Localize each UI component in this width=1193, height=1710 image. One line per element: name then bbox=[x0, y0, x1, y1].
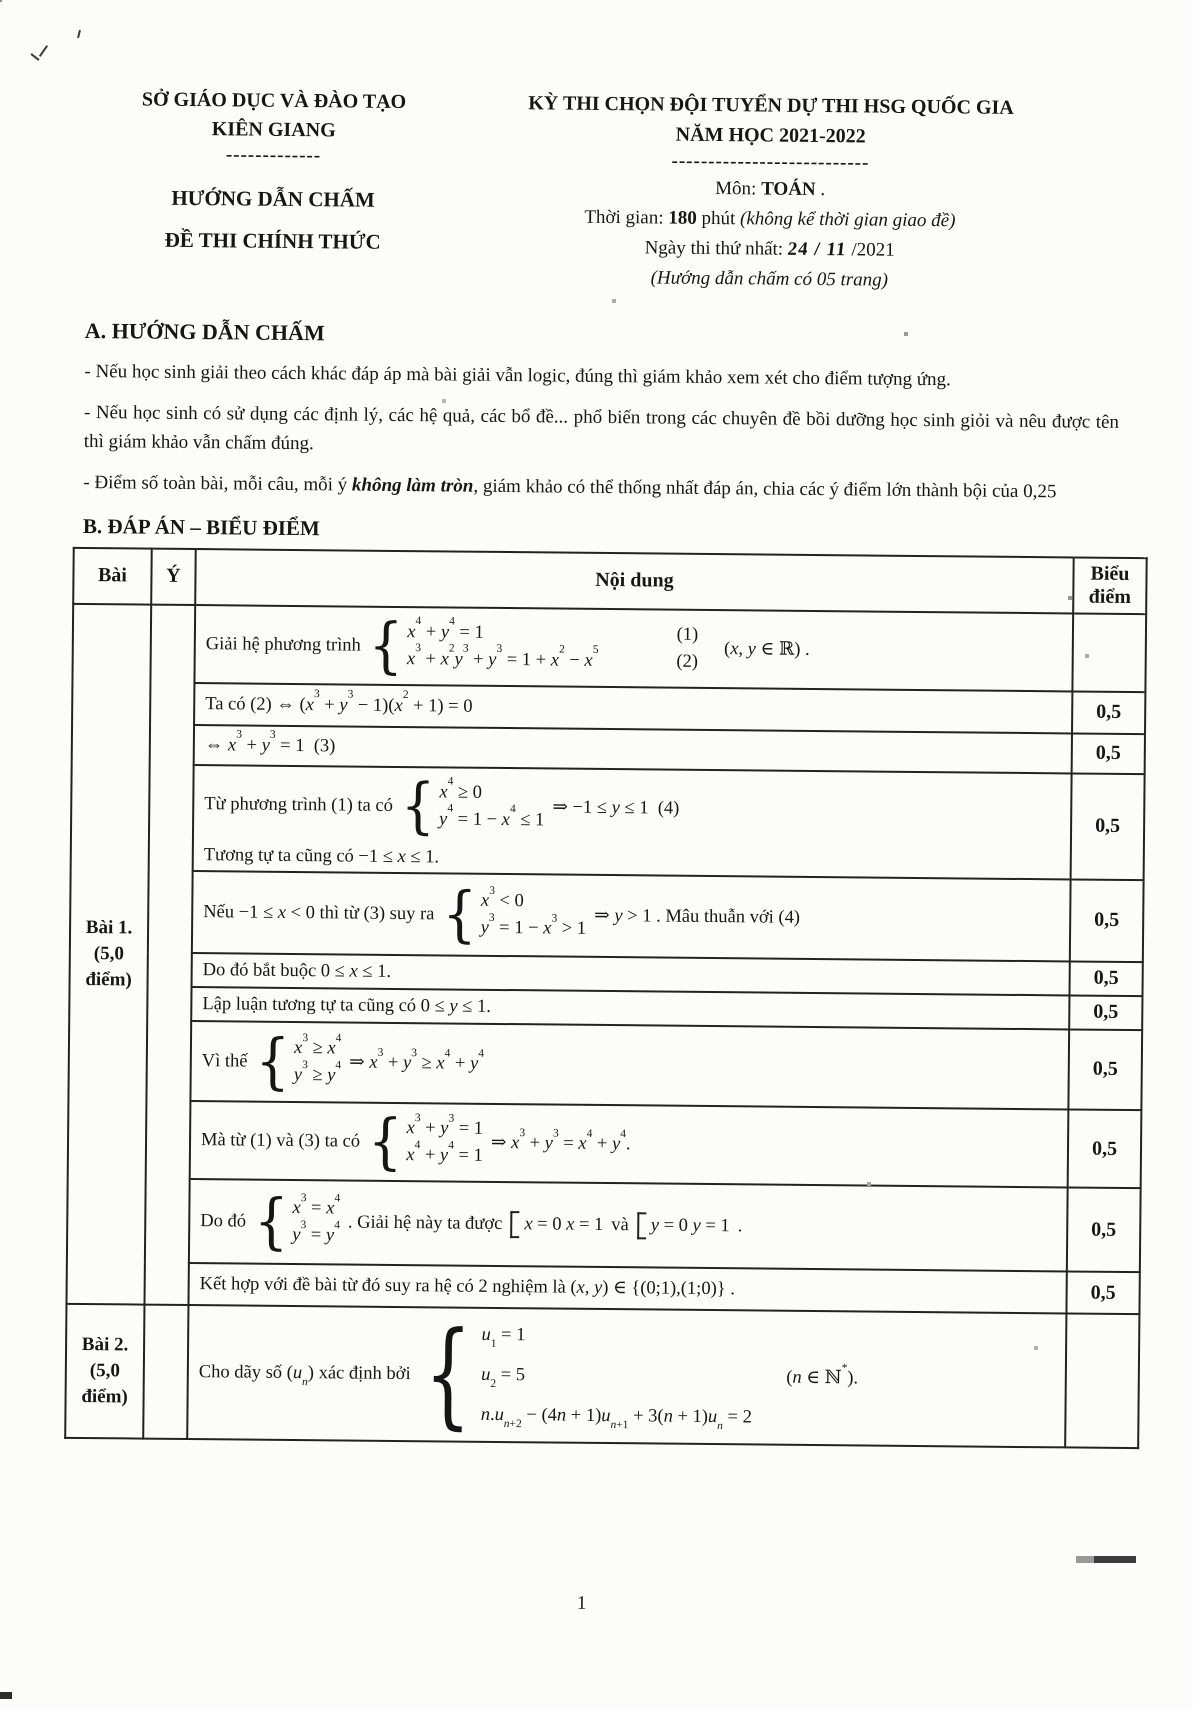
col-header-y: Ý bbox=[151, 548, 196, 604]
equation-system bbox=[368, 1107, 484, 1178]
score-cell: 0,5 bbox=[1066, 1272, 1139, 1315]
solution-step: Từ phương trình (1) ta có { $x^4 \ge 0$ $y^4 = 1 - x^4 \le 1$ ⇒ −1 ≤ y ≤ 1 (4) Tương tự ta cũng có −1 ≤ x ≤ 1. bbox=[193, 765, 1072, 880]
subject-line: Môn: TOÁN . bbox=[715, 178, 826, 201]
solution-step: Ta có (2) ⇔ $(x^3 + y^3 - 1)(x^2 + 1) = 0$ bbox=[194, 683, 1072, 733]
domain-note: (n ∈ ℕ*). bbox=[786, 1362, 859, 1389]
instruction-bullet: - Nếu học sinh giải theo cách khác đáp áp mà bài giải vẫn logic, đúng thì giám khảo xem xét cho điểm tượng ứng. bbox=[84, 360, 951, 391]
subject-name: TOÁN bbox=[761, 178, 816, 200]
solution-substep: Tương tự ta cũng có −1 ≤ x ≤ 1. bbox=[203, 845, 440, 868]
y-cell bbox=[144, 604, 195, 1305]
table-row bbox=[70, 870, 1144, 962]
table-row bbox=[72, 603, 1146, 691]
left-brace: { bbox=[255, 1025, 291, 1097]
table-row bbox=[71, 764, 1145, 881]
problem-points: (5,0 điểm) bbox=[81, 1360, 128, 1408]
solution-step: Mà từ (1) và (3) ta có { $x^3 + y^3 = 1$ $x^4 + y^4 = 1$ ⇒ $x^3 + y^3 = x^4 + y^4$. bbox=[190, 1101, 1069, 1188]
formula-line: $x^4 + y^4 = 1$ bbox=[407, 615, 484, 643]
section-b-title: B. ĐÁP ÁN – BIỂU ĐIỂM bbox=[82, 513, 320, 540]
col-header-bieudiem: Biểu điểm bbox=[1073, 557, 1147, 614]
table-row bbox=[68, 1020, 1142, 1110]
solution-cases bbox=[510, 1211, 603, 1239]
left-brace: { bbox=[368, 609, 404, 681]
score-cell: 0,5 bbox=[1070, 879, 1144, 962]
formula-line: y = 1 bbox=[692, 1215, 730, 1236]
exam-title-block bbox=[474, 88, 1066, 298]
formula-line: $x^3 < 0$ bbox=[480, 884, 524, 912]
solution-step: Nếu −1 ≤ x < 0 thì từ (3) suy ra { $x^3 < 0$ $y^3 = 1 - x^3 > 1$ ⇒ y > 1 . Mâu thuẫn với (4) bbox=[192, 871, 1071, 961]
solution-step: Do đó bắt buộc 0 ≤ x ≤ 1. bbox=[192, 953, 1070, 995]
instruction-bullet: - Nếu học sinh có sử dụng các định lý, các hệ quả, các bổ đề... phổ biến trong các chuyên đề bồi dưỡng học sinh giỏi và nêu được tên thì giám khảo vẫn chấm đúng. bbox=[83, 401, 1120, 454]
equation-system bbox=[401, 771, 545, 843]
answer-table bbox=[64, 546, 1148, 1449]
y-cell bbox=[143, 1305, 188, 1439]
formula-line: $x^4 + y^4 = 1$ bbox=[406, 1138, 483, 1166]
equation-system bbox=[254, 1187, 341, 1258]
authority-name: SỞ GIÁO DỤC VÀ ĐÀO TẠO bbox=[141, 88, 407, 114]
left-bracket bbox=[637, 1212, 646, 1239]
problem-1-label-cell bbox=[66, 603, 151, 1304]
equation-system bbox=[255, 1026, 341, 1097]
exam-name: KỲ THI CHỌN ĐỘI TUYỂN DỰ THI HSG QUỐC GIA bbox=[528, 92, 1014, 119]
solution-step: ⇔ $x^3 + y^3 = 1$ (3) bbox=[194, 725, 1072, 773]
score-cell bbox=[1065, 1314, 1139, 1449]
domain-note: (x, y ∈ ℝ) . bbox=[723, 638, 810, 660]
page-number: 1 bbox=[576, 1592, 587, 1614]
pages-note: (Hướng dẫn chấm có 05 trang) bbox=[650, 267, 889, 291]
divider-dashes: ------------- bbox=[225, 144, 322, 167]
formula-line: $u_2 = 5$ bbox=[481, 1364, 526, 1391]
grading-instructions-section bbox=[83, 318, 1120, 507]
formula-line: $y^3 = y^4$ bbox=[292, 1218, 341, 1246]
duration-minutes: 180 bbox=[668, 207, 697, 229]
formula-line: $y^4 = 1 - x^4 \le 1$ bbox=[439, 802, 545, 831]
equation-system bbox=[368, 610, 598, 682]
equation-numbers: (1) (2) bbox=[676, 624, 699, 672]
solution-step: Lập luận tương tự ta cũng có 0 ≤ y ≤ 1. bbox=[191, 987, 1069, 1029]
formula-line: $x^4 \ge 0$ bbox=[439, 775, 483, 803]
formula-line: $x^3 + x^2y^3 + y^3 = 1 + x^2 - x^5$ bbox=[406, 642, 599, 671]
official-exam-label: ĐỀ THI CHÍNH THỨC bbox=[164, 227, 381, 254]
table-row bbox=[68, 1100, 1142, 1188]
table-row bbox=[67, 1178, 1141, 1272]
problem-2-label-cell bbox=[65, 1304, 144, 1439]
formula-line: $x^3 = x^4$ bbox=[292, 1191, 341, 1219]
problem-1-statement: Giải hệ phương trình { $x^4 + y^4 = 1$ $x^3 + x^2y^3 + y^3 = 1 + x^2 - x^5$ (1) (2) (x, y ∈ ℝ) . bbox=[194, 605, 1073, 692]
divider-dashes: --------------------------- bbox=[671, 150, 870, 174]
score-cell: 0,5 bbox=[1071, 773, 1145, 880]
grading-guide-label: HƯỚNG DẪN CHẤM bbox=[171, 185, 375, 212]
formula-line: x = 1 bbox=[566, 1214, 604, 1235]
problem-number: Bài 1. bbox=[85, 916, 133, 939]
score-cell: 0,5 bbox=[1072, 733, 1145, 774]
solution-cases bbox=[637, 1212, 730, 1240]
score-cell: 0,5 bbox=[1068, 1109, 1142, 1188]
equation-system bbox=[442, 879, 586, 951]
score-cell bbox=[1072, 613, 1146, 692]
formula-line: y = 0 bbox=[650, 1215, 689, 1236]
handwritten-date: 24 / 11 bbox=[786, 238, 848, 261]
formula-line: $x^3 + y^3 = 1$ bbox=[406, 1111, 484, 1139]
province-name: KIÊN GIANG bbox=[211, 118, 336, 142]
left-brace: { bbox=[423, 1307, 472, 1442]
left-brace: { bbox=[253, 1185, 289, 1257]
formula-line: $y^3 = 1 - x^3 > 1$ bbox=[480, 911, 587, 939]
score-cell: 0,5 bbox=[1069, 995, 1142, 1030]
issuing-authority-block bbox=[93, 84, 455, 257]
scan-speckles bbox=[0, 0, 2, 2]
left-bracket bbox=[510, 1211, 519, 1238]
formula-line: x = 0 bbox=[524, 1213, 562, 1235]
left-brace: { bbox=[442, 878, 478, 950]
formula-line: $y^3 \ge y^4$ bbox=[293, 1058, 342, 1086]
document-header bbox=[0, 0, 1193, 299]
formula-line: $n.u_{n+2} - (4n + 1)u_{n+1} + 3(n + 1)u_n = 2$ bbox=[480, 1404, 752, 1433]
duration-line: Thời gian: 180 phút (không kể thời gian giao đề) bbox=[584, 206, 956, 232]
left-brace: { bbox=[367, 1105, 403, 1177]
scan-corner-mark bbox=[0, 1692, 12, 1699]
score-cell: 0,5 bbox=[1068, 1029, 1142, 1110]
section-a-title: A. HƯỚNG DẪN CHẤM bbox=[84, 317, 325, 346]
instruction-bullet: - Điểm số toàn bài, mỗi câu, mỗi ý không làm tròn, giám khảo có thể thống nhất đáp án, chia các ý điểm lớn thành bội của 0,25 bbox=[83, 471, 1057, 502]
table-header-row bbox=[73, 547, 1146, 613]
score-cell: 0,5 bbox=[1069, 961, 1142, 996]
duration-note: (không kể thời gian giao đề) bbox=[739, 208, 956, 232]
col-header-bai: Bài bbox=[73, 547, 152, 604]
school-year: NĂM HỌC 2021-2022 bbox=[675, 123, 866, 148]
score-cell: 0,5 bbox=[1072, 691, 1145, 734]
formula-line: $x^3 \ge x^4$ bbox=[293, 1031, 342, 1059]
solution-step: Do đó { $x^3 = x^4$ $y^3 = y^4$ . Giải hệ này ta được x = 0 x = 1 và y = 0 y = 1 . bbox=[189, 1179, 1068, 1271]
col-header-noidung: Nội dung bbox=[195, 549, 1073, 613]
solution-step: Vì thế { $x^3 \ge x^4$ $y^3 \ge y^4$ ⇒ $x^3 + y^3 \ge x^4 + y^4$ bbox=[190, 1021, 1069, 1109]
problem-points: (5,0 điểm) bbox=[85, 942, 132, 991]
formula-line: $u_1 = 1$ bbox=[481, 1324, 526, 1351]
score-cell: 0,5 bbox=[1067, 1188, 1141, 1273]
table-row bbox=[65, 1304, 1139, 1448]
scan-smudge bbox=[1076, 1556, 1136, 1563]
left-brace: { bbox=[400, 769, 436, 841]
exam-date-line: Ngày thi thứ nhất: 24 / 11 /2021 bbox=[475, 232, 1065, 268]
problem-number: Bài 2. bbox=[81, 1334, 129, 1356]
solution-conclusion: Kết hợp với đề bài từ đó suy ra hệ có 2 nghiệm là (x, y) ∈ {(0;1),(1;0)} . bbox=[188, 1263, 1066, 1313]
problem-2-statement: Cho dãy số $(u_n)$ xác định bởi { $u_1 = 1$ $u_2 = 5$ $n.u_{n+2} - (4n + 1)u_{n+1} + 3(n + 1)u_n = 2$ (n ∈ ℕ*). bbox=[187, 1305, 1066, 1447]
